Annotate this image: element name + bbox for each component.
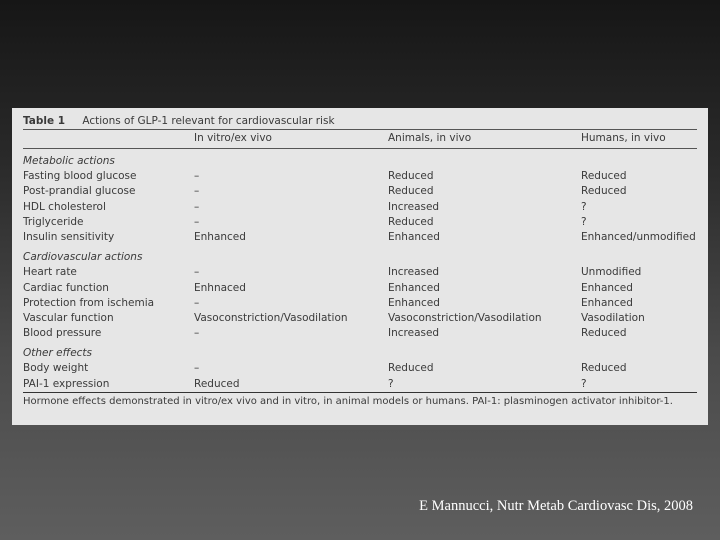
- table-cell: ?: [388, 377, 394, 390]
- table-cell: Enhanced: [388, 281, 440, 294]
- table-cell: –: [194, 215, 200, 228]
- table-cell: Reduced: [581, 327, 627, 340]
- section-heading: [23, 154, 697, 169]
- row-label: Protection from ischemia: [23, 296, 155, 309]
- table-cell: Enhanced: [388, 296, 440, 309]
- table-row: [23, 265, 697, 280]
- row-label: Body weight: [23, 362, 89, 375]
- row-label: Post-prandial glucose: [23, 185, 136, 198]
- row-label: Triglyceride: [23, 215, 84, 228]
- table-cell: –: [194, 185, 200, 198]
- table-cell: Reduced: [194, 377, 240, 390]
- section-heading: [23, 250, 697, 265]
- table-cell: Reduced: [581, 170, 627, 183]
- table-row: [23, 311, 697, 326]
- table-cell: Vasoconstriction/Vasodilation: [388, 311, 542, 324]
- row-label: Cardiac function: [23, 281, 109, 294]
- table-row: [23, 184, 697, 199]
- section-title: Metabolic actions: [23, 155, 115, 167]
- table-cell: Reduced: [388, 215, 434, 228]
- row-label: Blood pressure: [23, 327, 102, 340]
- table-cell: –: [194, 170, 200, 183]
- row-label: HDL cholesterol: [23, 200, 106, 213]
- table-cell: ?: [581, 200, 587, 213]
- table-cell: Enhnaced: [194, 281, 246, 294]
- column-header: Humans, in vivo: [581, 132, 666, 144]
- table-row: [23, 326, 697, 341]
- row-label: PAI-1 expression: [23, 377, 110, 390]
- column-header: Animals, in vivo: [388, 132, 472, 144]
- table-cell: Enhanced: [194, 230, 246, 243]
- table-cell: Enhanced: [581, 281, 633, 294]
- table-cell: Enhanced/unmodified: [581, 230, 696, 243]
- table-cell: –: [194, 296, 200, 309]
- row-label: Insulin sensitivity: [23, 230, 115, 243]
- table-cell: Vasodilation: [581, 311, 645, 324]
- table-row: [23, 281, 697, 296]
- row-label: Fasting blood glucose: [23, 170, 137, 183]
- table-row: [23, 361, 697, 376]
- table-cell: Reduced: [388, 362, 434, 375]
- table-cell: Enhanced: [581, 296, 633, 309]
- table-cell: –: [194, 362, 200, 375]
- table-row: [23, 169, 697, 184]
- table-caption: Actions of GLP-1 relevant for cardiovascular risk: [82, 115, 335, 127]
- column-header: In vitro/ex vivo: [194, 132, 272, 144]
- table-row: [23, 377, 697, 392]
- table-cell: ?: [581, 377, 587, 390]
- table-cell: Reduced: [581, 185, 627, 198]
- row-label: Vascular function: [23, 311, 114, 324]
- table-title: [23, 113, 697, 129]
- section-heading: [23, 346, 697, 361]
- table-cell: –: [194, 200, 200, 213]
- table-cell: Unmodified: [581, 266, 642, 279]
- table-row: [23, 230, 697, 245]
- table-cell: Increased: [388, 266, 440, 279]
- table-cell: Increased: [388, 327, 440, 340]
- table-row: [23, 215, 697, 230]
- table-label: Table 1: [23, 115, 66, 127]
- table-cell: –: [194, 266, 200, 279]
- data-table: [12, 108, 708, 425]
- table-cell: Reduced: [388, 185, 434, 198]
- table-cell: Vasoconstriction/Vasodilation: [194, 311, 348, 324]
- table-cell: ?: [581, 215, 587, 228]
- table-cell: Reduced: [581, 362, 627, 375]
- table-cell: –: [194, 327, 200, 340]
- table-cell: Increased: [388, 200, 440, 213]
- divider: [23, 392, 697, 393]
- divider: [23, 148, 697, 149]
- section-title: Cardiovascular actions: [23, 251, 143, 264]
- table-row: [23, 200, 697, 215]
- table-body: [23, 154, 697, 392]
- citation: E Mannucci, Nutr Metab Cardiovasc Dis, 2008: [419, 498, 693, 514]
- table-footnote: Hormone effects demonstrated in vitro/ex vivo and in vitro, in animal models or humans. PAI-1: plasminogen activator inhibitor-1.: [23, 395, 673, 407]
- table-cell: Reduced: [388, 170, 434, 183]
- section-title: Other effects: [23, 347, 93, 360]
- row-label: Heart rate: [23, 266, 77, 279]
- table-row: [23, 296, 697, 311]
- column-header-row: [23, 130, 697, 148]
- table-cell: Enhanced: [388, 230, 440, 243]
